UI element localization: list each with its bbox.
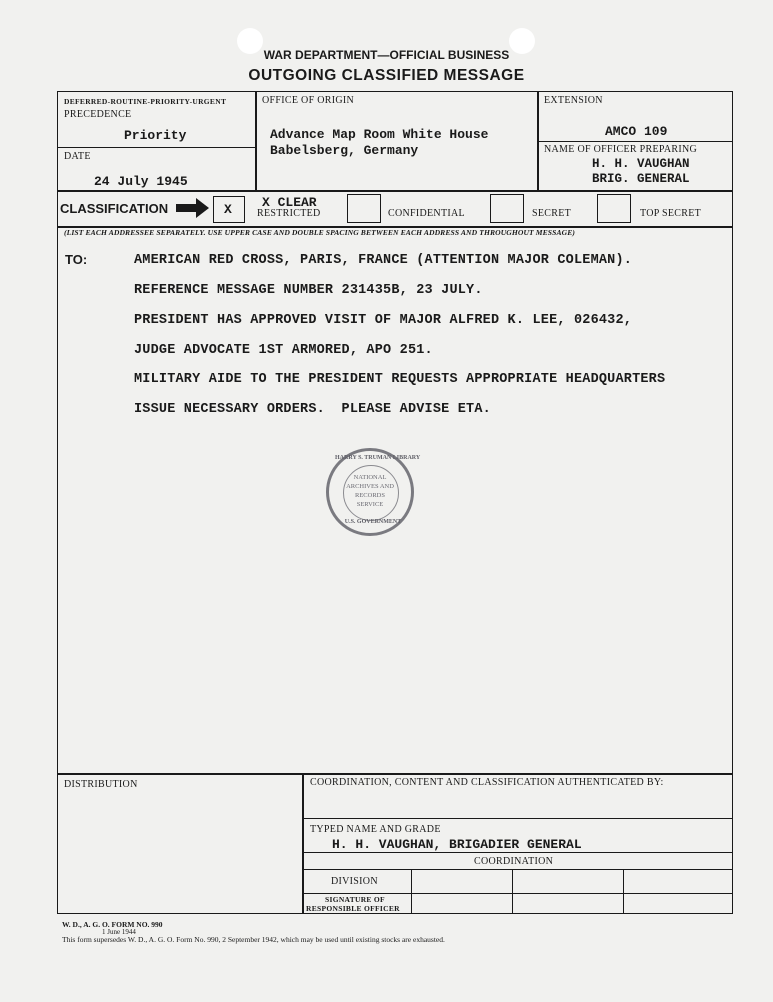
signature-label-2: RESPONSIBLE OFFICER (306, 904, 400, 913)
supersedes-note: This form supersedes W. D., A. G. O. Form No. 990, 2 September 1942, which may be used until existing stocks are exhausted. (62, 935, 445, 944)
instruction-text: (LIST EACH ADDRESSEE SEPARATELY. USE UPPER CASE AND DOUBLE SPACING BETWEEN EACH ADDRESS AND THROUGHOUT MESSAGE) (64, 228, 575, 237)
secret-checkbox[interactable] (597, 194, 631, 223)
coordination-heading: COORDINATION (474, 856, 554, 867)
divider (255, 92, 257, 191)
divider (58, 147, 255, 148)
divider (303, 852, 733, 853)
restricted-label: RESTRICTED (257, 208, 321, 219)
divider (411, 869, 412, 914)
stamp-center-4: SERVICE (356, 501, 384, 508)
divider (303, 818, 733, 819)
signature-label-1: SIGNATURE OF (325, 895, 385, 904)
precedence-options: DEFERRED-ROUTINE-PRIORITY-URGENT (64, 97, 227, 106)
form-date: 1 June 1944 (102, 928, 136, 936)
precedence-value: Priority (124, 128, 187, 143)
typed-name-label: TYPED NAME AND GRADE (310, 824, 441, 835)
stamp-center-2: ARCHIVES AND (346, 483, 394, 490)
divider (623, 869, 624, 914)
divider (538, 141, 733, 142)
divider (303, 869, 733, 870)
arrow-right-icon (176, 197, 210, 224)
date-value: 24 July 1945 (94, 174, 188, 189)
precedence-label: PRECEDENCE (64, 109, 132, 120)
secret-label: SECRET (532, 208, 572, 219)
message-line: JUDGE ADVOCATE 1ST ARMORED, APO 251. (134, 343, 433, 358)
top-secret-label: TOP SECRET (640, 208, 702, 219)
coordination-authenticated-label: COORDINATION, CONTENT AND CLASSIFICATION AUTHENTICATED BY: (310, 777, 664, 788)
office-label: OFFICE OF ORIGIN (262, 95, 355, 106)
office-line-2: Babelsberg, Germany (270, 143, 419, 158)
extension-value: AMCO 109 (605, 124, 668, 139)
archive-stamp (326, 448, 421, 536)
restricted-checkbox[interactable] (347, 194, 381, 223)
stamp-center-1: NATIONAL (353, 474, 387, 481)
division-label: DIVISION (331, 876, 378, 887)
officer-label: NAME OF OFFICER PREPARING (544, 144, 697, 155)
form-number: W. D., A. G. O. FORM NO. 990 (62, 920, 163, 929)
divider (512, 869, 513, 914)
divider (58, 773, 733, 775)
stamp-top-text: HARRY S. TRUMAN LIBRARY (335, 455, 421, 461)
divider (303, 893, 733, 894)
date-label: DATE (64, 151, 91, 162)
message-line: AMERICAN RED CROSS, PARIS, FRANCE (ATTENTION MAJOR COLEMAN). (134, 253, 633, 268)
message-line: PRESIDENT HAS APPROVED VISIT OF MAJOR ALFRED K. LEE, 026432, (134, 313, 633, 328)
officer-name: H. H. VAUGHAN (592, 157, 690, 171)
confidential-checkbox[interactable] (490, 194, 524, 223)
classification-label: CLASSIFICATION (60, 201, 169, 216)
confidential-label: CONFIDENTIAL (388, 208, 465, 219)
message-line: MILITARY AIDE TO THE PRESIDENT REQUESTS APPROPRIATE HEADQUARTERS (134, 372, 666, 387)
clear-checkbox-mark: X (224, 202, 232, 217)
form-title: OUTGOING CLASSIFIED MESSAGE (248, 67, 525, 84)
to-label: TO: (65, 252, 88, 267)
divider (58, 190, 733, 192)
typed-clear: X CLEAR (262, 195, 317, 210)
extension-label: EXTENSION (544, 95, 603, 106)
distribution-label: DISTRIBUTION (64, 779, 138, 790)
office-line-1: Advance Map Room White House (270, 127, 489, 142)
department-heading: WAR DEPARTMENT—OFFICIAL BUSINESS (263, 48, 510, 62)
message-line: REFERENCE MESSAGE NUMBER 231435B, 23 JULY. (134, 283, 483, 298)
typed-name-value: H. H. VAUGHAN, BRIGADIER GENERAL (332, 837, 582, 852)
stamp-bottom-text: U.S. GOVERNMENT (344, 519, 402, 525)
officer-rank: BRIG. GENERAL (592, 172, 690, 186)
stamp-center-3: RECORDS (355, 492, 385, 499)
message-line: ISSUE NECESSARY ORDERS. PLEASE ADVISE ETA. (134, 402, 491, 417)
